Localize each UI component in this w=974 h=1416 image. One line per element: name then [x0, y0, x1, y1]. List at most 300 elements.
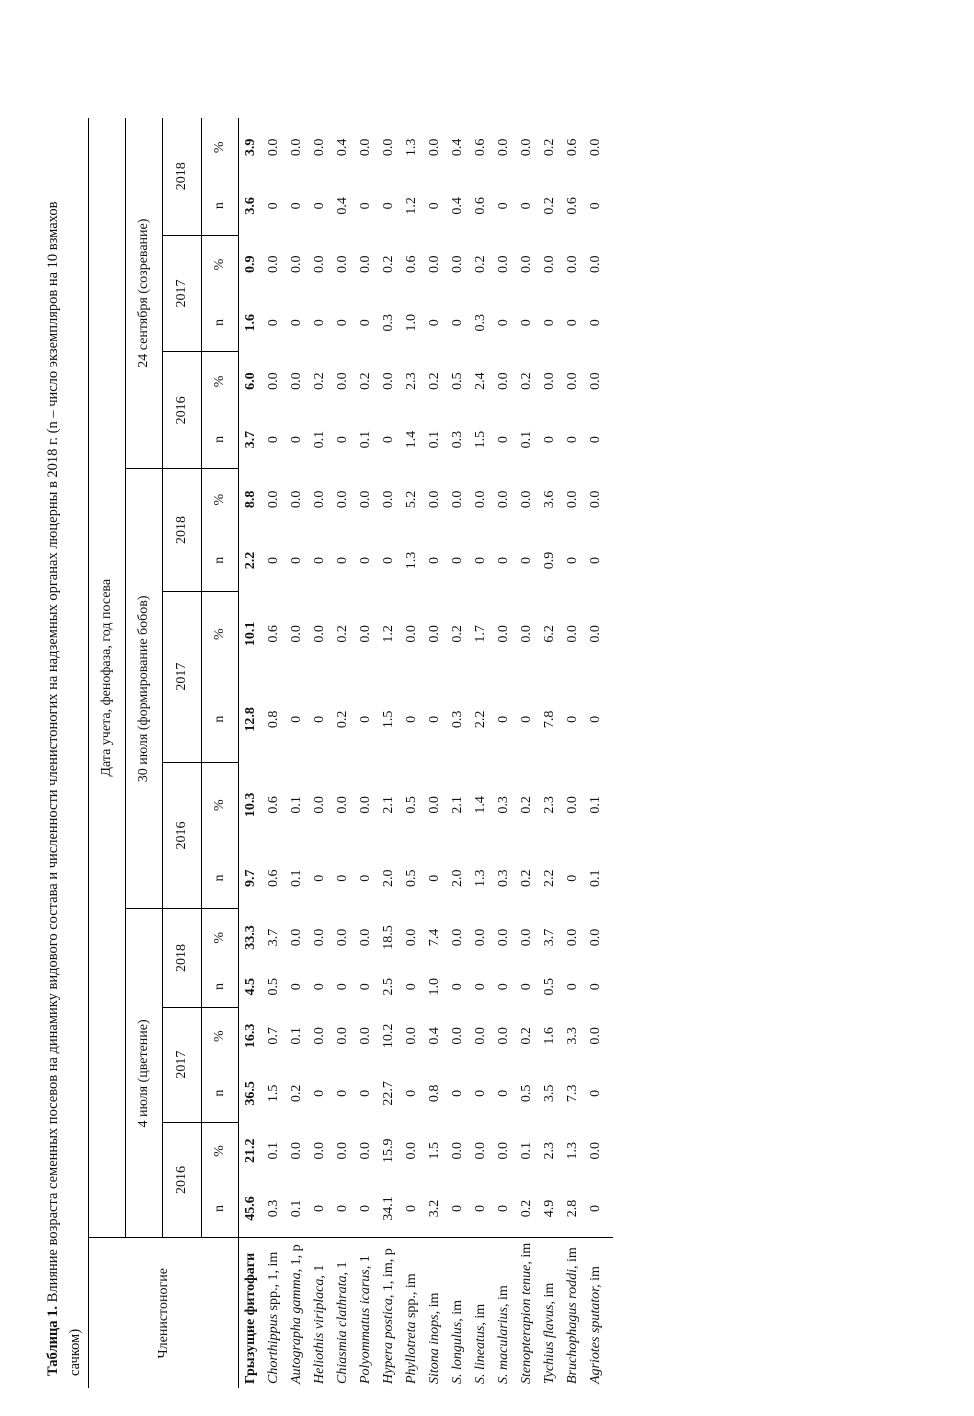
- percent-cell: 0.0: [312, 1141, 327, 1160]
- count-cell: 0: [496, 557, 511, 565]
- percent-cell: 0.0: [496, 1027, 511, 1045]
- table-row: [538, 118, 561, 1388]
- percent-cell: 0.0: [266, 490, 281, 509]
- taxon-name: S. lineatus, im: [469, 1238, 492, 1388]
- count-cell: 0: [335, 983, 350, 991]
- percent-cell: 0.0: [312, 796, 327, 814]
- table-row: [584, 118, 613, 1388]
- taxon-name: Bruchophagus roddi, im: [561, 1238, 584, 1388]
- count-cell: 0: [404, 983, 419, 991]
- taxon-name: Heliothis viriplaca, 1: [308, 1238, 331, 1388]
- taxon-name: Chorthippus spp., 1, im: [262, 1238, 285, 1388]
- count-cell: 0: [381, 436, 396, 444]
- year-header: 2018: [163, 118, 202, 235]
- percent-cell: 0.2: [519, 1027, 534, 1045]
- table-row: [515, 118, 538, 1388]
- table-row: [423, 118, 446, 1388]
- count-cell: 0.4: [450, 197, 465, 215]
- arthropod-table: [88, 118, 613, 1388]
- taxon-name: Agriotes sputator, im: [584, 1238, 613, 1388]
- count-cell: 0: [565, 874, 580, 882]
- pct-header: %: [212, 258, 227, 271]
- percent-cell: 21.2: [243, 1138, 258, 1163]
- count-cell: 0: [473, 1089, 488, 1097]
- count-cell: 0: [266, 557, 281, 565]
- count-cell: 0: [565, 319, 580, 327]
- year-header: 2017: [163, 1007, 202, 1122]
- percent-cell: 0.0: [496, 1141, 511, 1160]
- count-cell: 0: [496, 983, 511, 991]
- percent-cell: 7.4: [427, 928, 442, 947]
- percent-cell: 2.3: [542, 1141, 557, 1160]
- taxon-name: Tychius flavus, im: [538, 1238, 561, 1388]
- taxon-name: Autographa gamma, 1, p: [285, 1238, 308, 1388]
- count-cell: 2.0: [381, 869, 396, 887]
- count-cell: 0: [289, 557, 304, 565]
- table-row: [492, 118, 515, 1388]
- percent-cell: 0.3: [496, 796, 511, 814]
- count-cell: 0: [312, 202, 327, 210]
- pct-header: %: [212, 931, 227, 944]
- percent-cell: 0.0: [496, 255, 511, 274]
- count-cell: 0.6: [565, 197, 580, 215]
- count-cell: 0: [450, 1204, 465, 1212]
- count-cell: 0.2: [519, 869, 534, 887]
- count-cell: 0: [404, 1089, 419, 1097]
- percent-cell: 0.0: [312, 1027, 327, 1045]
- pct-header: %: [212, 799, 227, 812]
- percent-cell: 0.0: [496, 625, 511, 643]
- percent-cell: 0.0: [335, 490, 350, 509]
- taxon-name: Грызущие фитофаги: [239, 1238, 263, 1388]
- count-cell: 12.8: [243, 707, 258, 732]
- percent-cell: 0.0: [496, 928, 511, 947]
- count-cell: 0: [335, 874, 350, 882]
- percent-cell: 0.4: [450, 138, 465, 157]
- count-cell: 0: [496, 319, 511, 327]
- count-cell: 0.5: [404, 869, 419, 887]
- count-cell: 0: [289, 436, 304, 444]
- table-row: [377, 118, 400, 1388]
- count-cell: 2.2: [542, 869, 557, 887]
- percent-cell: 0.0: [588, 625, 603, 643]
- count-cell: 1.2: [404, 197, 419, 215]
- percent-cell: 0.0: [358, 928, 373, 947]
- percent-cell: 0.0: [450, 1027, 465, 1045]
- count-cell: 1.0: [404, 313, 419, 332]
- count-cell: 36.5: [243, 1081, 258, 1106]
- count-cell: 0: [496, 202, 511, 210]
- year-header: 2018: [163, 909, 202, 1007]
- percent-cell: 0.0: [427, 796, 442, 814]
- count-cell: 0: [565, 557, 580, 565]
- percent-cell: 0.0: [312, 490, 327, 509]
- percent-cell: 1.2: [381, 625, 396, 643]
- percent-cell: 0.0: [519, 490, 534, 509]
- pct-header: %: [212, 628, 227, 640]
- percent-cell: 0.0: [565, 490, 580, 509]
- phase-header: 30 июля (формирование бобов): [126, 469, 163, 909]
- percent-cell: 0.4: [335, 138, 350, 157]
- percent-cell: 0.0: [312, 625, 327, 643]
- count-cell: 0: [588, 1089, 603, 1097]
- year-header: 2016: [163, 762, 202, 909]
- n-header: n: [202, 848, 239, 909]
- count-cell: 0: [358, 983, 373, 991]
- count-cell: 0: [289, 715, 304, 723]
- taxon-name: Phyllotreta spp., im: [400, 1238, 423, 1388]
- count-cell: 0: [358, 202, 373, 210]
- count-cell: 0: [519, 202, 534, 210]
- count-cell: 0.1: [358, 430, 373, 449]
- count-cell: 0: [473, 557, 488, 565]
- percent-cell: 0.0: [381, 138, 396, 157]
- percent-cell: 0.0: [542, 255, 557, 274]
- count-cell: 0: [381, 557, 396, 565]
- count-cell: 0.2: [289, 1084, 304, 1103]
- pct-header: %: [212, 493, 227, 506]
- count-cell: 0: [450, 557, 465, 565]
- count-cell: 0: [588, 983, 603, 991]
- count-cell: 0.3: [450, 430, 465, 449]
- percent-cell: 10.1: [243, 621, 258, 647]
- count-cell: 0.9: [542, 551, 557, 570]
- count-cell: 2.0: [450, 869, 465, 887]
- pct-header: %: [212, 375, 227, 388]
- count-cell: 0: [335, 557, 350, 565]
- percent-cell: 0.0: [588, 372, 603, 390]
- percent-cell: 0.0: [335, 1141, 350, 1160]
- taxon-name: Chiasmia clathrata, 1: [331, 1238, 354, 1388]
- count-cell: 0: [588, 202, 603, 210]
- table-row: [446, 118, 469, 1388]
- percent-cell: 0.2: [542, 138, 557, 157]
- percent-cell: 0.0: [289, 1141, 304, 1160]
- count-cell: 1.0: [427, 977, 442, 996]
- count-cell: 3.2: [427, 1199, 442, 1218]
- n-header: n: [202, 1065, 239, 1122]
- percent-cell: 0.0: [404, 1027, 419, 1045]
- count-cell: 0: [312, 557, 327, 565]
- count-cell: 0: [312, 715, 327, 723]
- percent-cell: 3.7: [542, 928, 557, 947]
- percent-cell: 1.3: [404, 138, 419, 157]
- percent-cell: 0.0: [565, 796, 580, 814]
- count-cell: 0: [312, 1204, 327, 1212]
- count-cell: 2.2: [473, 710, 488, 729]
- count-cell: 0.1: [289, 869, 304, 887]
- count-cell: 0: [565, 715, 580, 723]
- percent-cell: 0.1: [519, 1141, 534, 1160]
- count-cell: 3.5: [542, 1084, 557, 1103]
- table-row: [262, 118, 285, 1388]
- count-cell: 0: [450, 319, 465, 327]
- count-cell: 4.9: [542, 1199, 557, 1218]
- percent-cell: 0.5: [404, 796, 419, 814]
- count-cell: 0.3: [473, 313, 488, 332]
- count-cell: 1.4: [404, 430, 419, 449]
- percent-cell: 10.2: [381, 1023, 396, 1049]
- count-cell: 0: [542, 436, 557, 444]
- count-cell: 0.5: [542, 977, 557, 996]
- count-cell: 0.6: [473, 197, 488, 215]
- percent-cell: 0.6: [565, 138, 580, 157]
- count-cell: 0: [312, 319, 327, 327]
- year-header: 2017: [163, 591, 202, 762]
- percent-cell: 0.2: [519, 372, 534, 390]
- count-cell: 0.3: [496, 869, 511, 887]
- percent-cell: 0.0: [588, 1027, 603, 1045]
- n-header: n: [212, 1204, 227, 1212]
- percent-cell: 0.0: [289, 928, 304, 947]
- percent-cell: 0.0: [266, 372, 281, 390]
- count-cell: 0: [473, 1204, 488, 1212]
- table-row: [561, 118, 584, 1388]
- percent-cell: 0.5: [450, 372, 465, 390]
- percent-cell: 1.4: [473, 796, 488, 814]
- count-cell: 0: [335, 319, 350, 327]
- percent-cell: 3.6: [542, 490, 557, 509]
- count-cell: 2.5: [381, 977, 396, 996]
- count-cell: 1.3: [404, 551, 419, 570]
- phase-header: 4 июля (цветение): [126, 909, 163, 1238]
- percent-cell: 0.1: [588, 796, 603, 814]
- count-cell: 0: [588, 319, 603, 327]
- table-caption: [42, 176, 86, 1376]
- percent-cell: 0.0: [335, 796, 350, 814]
- percent-cell: 3.3: [565, 1027, 580, 1045]
- percent-cell: 0.0: [335, 1027, 350, 1045]
- percent-cell: 0.0: [473, 1027, 488, 1045]
- count-cell: 0: [266, 202, 281, 210]
- percent-cell: 0.0: [381, 372, 396, 390]
- year-header: 2018: [163, 469, 202, 591]
- count-cell: 0.5: [519, 1084, 534, 1103]
- count-cell: 0.1: [312, 430, 327, 449]
- count-cell: 0: [427, 202, 442, 210]
- count-cell: 0: [266, 436, 281, 444]
- percent-cell: 0.0: [289, 255, 304, 274]
- percent-cell: 0.0: [358, 1141, 373, 1160]
- percent-cell: 0.0: [335, 372, 350, 390]
- count-cell: 22.7: [381, 1081, 396, 1106]
- count-cell: 0: [588, 436, 603, 444]
- percent-cell: 0.0: [358, 625, 373, 643]
- taxon-name: Stenopterapion tenue, im: [515, 1238, 538, 1388]
- count-cell: 0.1: [519, 430, 534, 449]
- count-cell: 1.6: [243, 313, 258, 332]
- count-cell: 0: [427, 874, 442, 882]
- percent-cell: 0.0: [289, 625, 304, 643]
- percent-cell: 0.0: [335, 255, 350, 274]
- percent-cell: 6.2: [542, 625, 557, 643]
- n-header: n: [202, 966, 239, 1007]
- count-cell: 0: [588, 1204, 603, 1212]
- percent-cell: 0.0: [312, 138, 327, 157]
- percent-cell: 0.0: [404, 625, 419, 643]
- percent-cell: 0.0: [565, 928, 580, 947]
- table-row: [354, 118, 377, 1388]
- taxon-name: Polyommatus icarus, 1: [354, 1238, 377, 1388]
- count-cell: 0.1: [289, 1199, 304, 1218]
- count-cell: 0.2: [335, 710, 350, 729]
- count-cell: 0.3: [266, 1199, 281, 1218]
- count-cell: 0: [358, 874, 373, 882]
- count-cell: 0: [312, 983, 327, 991]
- count-cell: 34.1: [381, 1196, 396, 1221]
- count-cell: 0: [588, 557, 603, 565]
- count-cell: 1.3: [473, 869, 488, 887]
- percent-cell: 0.0: [404, 1141, 419, 1160]
- percent-cell: 0.0: [588, 928, 603, 947]
- percent-cell: 0.0: [450, 255, 465, 274]
- percent-cell: 0.0: [519, 138, 534, 157]
- count-cell: 3.7: [243, 430, 258, 449]
- percent-cell: 0.6: [266, 796, 281, 814]
- percent-cell: 0.0: [358, 490, 373, 509]
- count-cell: 0.8: [266, 710, 281, 729]
- percent-cell: 0.0: [519, 928, 534, 947]
- count-cell: 2.2: [243, 551, 258, 570]
- table-row: [331, 118, 354, 1388]
- percent-cell: 0.0: [312, 928, 327, 947]
- count-cell: 7.8: [542, 710, 557, 729]
- percent-cell: 0.6: [404, 255, 419, 274]
- percent-cell: 0.2: [427, 372, 442, 390]
- percent-cell: 2.3: [404, 372, 419, 390]
- count-cell: 0: [496, 1089, 511, 1097]
- date-group-header: Дата учета, фенофаза, год посева: [89, 118, 126, 1238]
- percent-cell: 0.0: [450, 490, 465, 509]
- percent-cell: 6.0: [243, 372, 258, 390]
- count-cell: 0: [289, 202, 304, 210]
- count-cell: 4.5: [243, 977, 258, 996]
- caption-text: Влияние возраста семенных посевов на динамику видового состава и численности членистоногих на надземных органах люцерны в 2018 г. (n – число экземпляров на 10 взмахов сачком): [45, 201, 83, 1376]
- percent-cell: 0.0: [450, 928, 465, 947]
- count-cell: 0: [358, 715, 373, 723]
- percent-cell: 0.0: [565, 372, 580, 390]
- count-cell: 1.5: [473, 430, 488, 449]
- count-cell: 0: [450, 1089, 465, 1097]
- percent-cell: 0.0: [289, 490, 304, 509]
- percent-cell: 0.0: [519, 625, 534, 643]
- percent-cell: 0.0: [588, 255, 603, 274]
- percent-cell: 0.7: [266, 1027, 281, 1045]
- year-header: 2016: [163, 1122, 202, 1238]
- n-header: n: [202, 530, 239, 591]
- pct-header: %: [212, 1030, 227, 1042]
- percent-cell: 16.3: [243, 1023, 258, 1049]
- count-cell: 9.7: [243, 869, 258, 887]
- count-cell: 0: [565, 436, 580, 444]
- percent-cell: 0.0: [358, 255, 373, 274]
- count-cell: 0: [358, 1204, 373, 1212]
- table-row: [400, 118, 423, 1388]
- count-cell: 0: [358, 557, 373, 565]
- count-cell: 0: [358, 1089, 373, 1097]
- percent-cell: 0.0: [266, 138, 281, 157]
- percent-cell: 0.0: [588, 1141, 603, 1160]
- percent-cell: 0.0: [427, 255, 442, 274]
- percent-cell: 0.1: [266, 1141, 281, 1160]
- year-header: 2016: [163, 352, 202, 469]
- count-cell: 0: [289, 983, 304, 991]
- count-cell: 0: [289, 319, 304, 327]
- count-cell: 0: [335, 1204, 350, 1212]
- table-row: [469, 118, 492, 1388]
- count-cell: 0.3: [381, 313, 396, 332]
- phase-header: 24 сентября (созревание): [126, 118, 163, 469]
- percent-cell: 0.1: [289, 796, 304, 814]
- count-cell: 0.1: [427, 430, 442, 449]
- count-cell: 0.4: [335, 197, 350, 215]
- percent-cell: 0.0: [381, 490, 396, 509]
- count-cell: 0: [519, 983, 534, 991]
- count-cell: 0.8: [427, 1084, 442, 1103]
- percent-cell: 0.2: [450, 625, 465, 643]
- percent-cell: 5.2: [404, 490, 419, 509]
- percent-cell: 0.0: [473, 1141, 488, 1160]
- percent-cell: 0.2: [358, 372, 373, 390]
- count-cell: 0: [450, 983, 465, 991]
- percent-cell: 10.3: [243, 792, 258, 818]
- percent-cell: 2.1: [450, 796, 465, 814]
- count-cell: 0: [542, 319, 557, 327]
- n-header: n: [202, 177, 239, 235]
- percent-cell: 0.6: [266, 625, 281, 643]
- percent-cell: 3.9: [243, 138, 258, 157]
- count-cell: 0: [404, 715, 419, 723]
- percent-cell: 0.0: [565, 625, 580, 643]
- percent-cell: 1.3: [565, 1141, 580, 1160]
- percent-cell: 0.2: [335, 625, 350, 643]
- count-cell: 0: [427, 319, 442, 327]
- col-name-header: Членистоногие: [89, 1238, 239, 1388]
- percent-cell: 18.5: [381, 925, 396, 950]
- count-cell: 2.8: [565, 1199, 580, 1218]
- percent-cell: 0.0: [473, 490, 488, 509]
- count-cell: 1.5: [266, 1084, 281, 1103]
- count-cell: 0: [519, 715, 534, 723]
- count-cell: 0: [427, 715, 442, 723]
- percent-cell: 2.4: [473, 372, 488, 390]
- percent-cell: 0.0: [542, 372, 557, 390]
- count-cell: 0: [496, 1204, 511, 1212]
- percent-cell: 1.6: [542, 1027, 557, 1045]
- percent-cell: 0.0: [473, 928, 488, 947]
- count-cell: 7.3: [565, 1084, 580, 1103]
- percent-cell: 0.0: [266, 255, 281, 274]
- count-cell: 3.6: [243, 197, 258, 215]
- count-cell: 0.6: [266, 869, 281, 887]
- percent-cell: 0.0: [588, 138, 603, 157]
- percent-cell: 0.0: [496, 372, 511, 390]
- percent-cell: 0.0: [312, 255, 327, 274]
- percent-cell: 0.0: [289, 138, 304, 157]
- count-cell: 0: [404, 1204, 419, 1212]
- percent-cell: 0.1: [289, 1027, 304, 1045]
- percent-cell: 0.2: [473, 255, 488, 274]
- percent-cell: 0.0: [519, 255, 534, 274]
- percent-cell: 0.0: [335, 928, 350, 947]
- percent-cell: 15.9: [381, 1138, 396, 1163]
- count-cell: 0: [335, 436, 350, 444]
- percent-cell: 1.5: [427, 1141, 442, 1160]
- table-row: [308, 118, 331, 1388]
- n-header: n: [202, 677, 239, 763]
- count-cell: 0.2: [519, 1199, 534, 1218]
- percent-cell: 8.8: [243, 490, 258, 509]
